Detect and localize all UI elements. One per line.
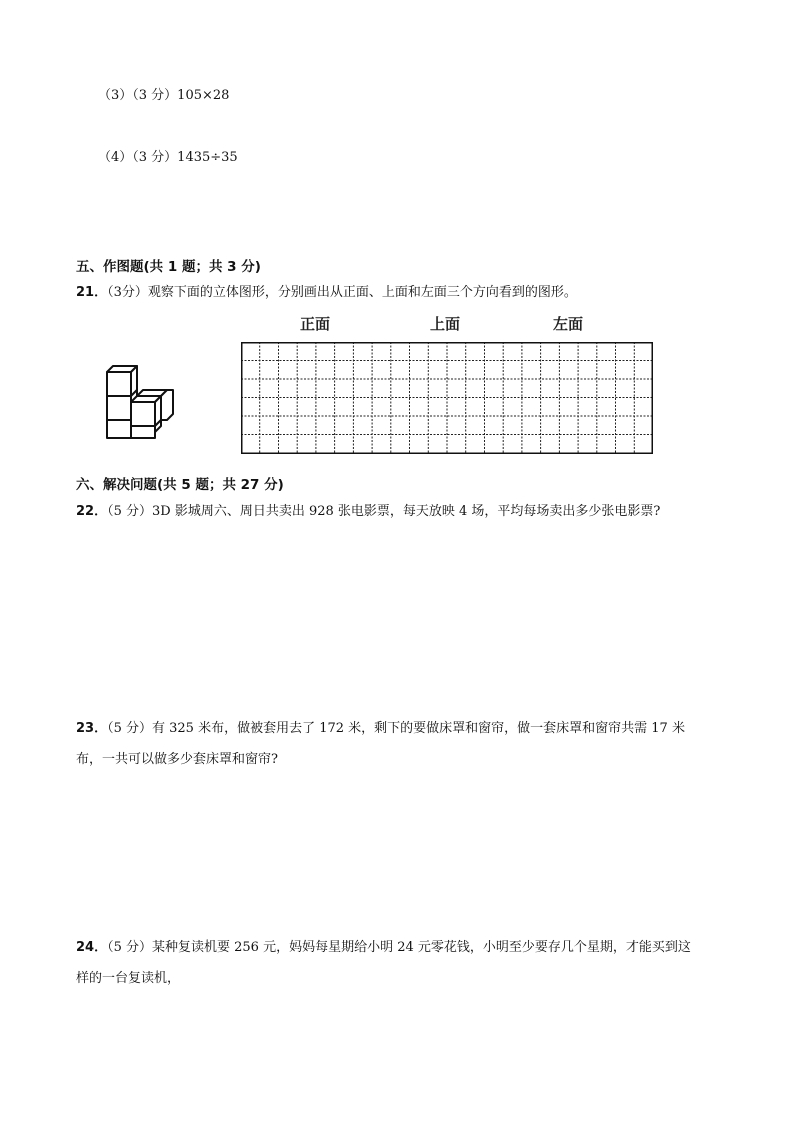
question-23 [76, 717, 685, 736]
question-text-line-1: （5 分）有 325 米布，做被套用去了 172 米，剩下的要做床罩和窗帘，做一套床罩和窗帘共需 17 米 [107, 721, 685, 736]
question-24 [76, 936, 691, 955]
question-number: 24． [76, 940, 108, 955]
item-3: （3）（3 分）105×28 [98, 88, 230, 103]
section-6-heading: 六、解决问题(共 5 题；共 27 分) [76, 477, 284, 493]
question-22 [76, 500, 660, 519]
view-label-top: 上面 [430, 315, 461, 333]
section-5-heading: 五、作图题(共 1 题；共 3 分) [76, 259, 261, 275]
view-label-left: 左面 [553, 315, 584, 333]
question-24-continued: 样的一台复读机， [76, 971, 181, 986]
question-number: 21． [76, 285, 108, 300]
stacked-cubes-figure [104, 354, 178, 440]
question-23-continued: 布，一共可以做多少套床罩和窗帘? [76, 752, 278, 767]
drawing-grid[interactable] [241, 342, 653, 454]
item-4: （4）（3 分）1435÷35 [98, 150, 238, 165]
view-label-front: 正面 [300, 315, 331, 333]
question-number: 22． [76, 504, 108, 519]
question-21 [76, 281, 577, 300]
question-text: （5 分）3D 影城周六、周日共卖出 928 张电影票，每天放映 4 场，平均每场卖出多少张电影票? [107, 504, 661, 519]
question-text: （3分）观察下面的立体图形，分别画出从正面、上面和左面三个方向看到的图形。 [107, 285, 577, 300]
question-number: 23． [76, 721, 108, 736]
question-text-line-1: （5 分）某种复读机要 256 元，妈妈每星期给小明 24 元零花钱，小明至少要存几个星期，才能买到这 [107, 940, 691, 955]
